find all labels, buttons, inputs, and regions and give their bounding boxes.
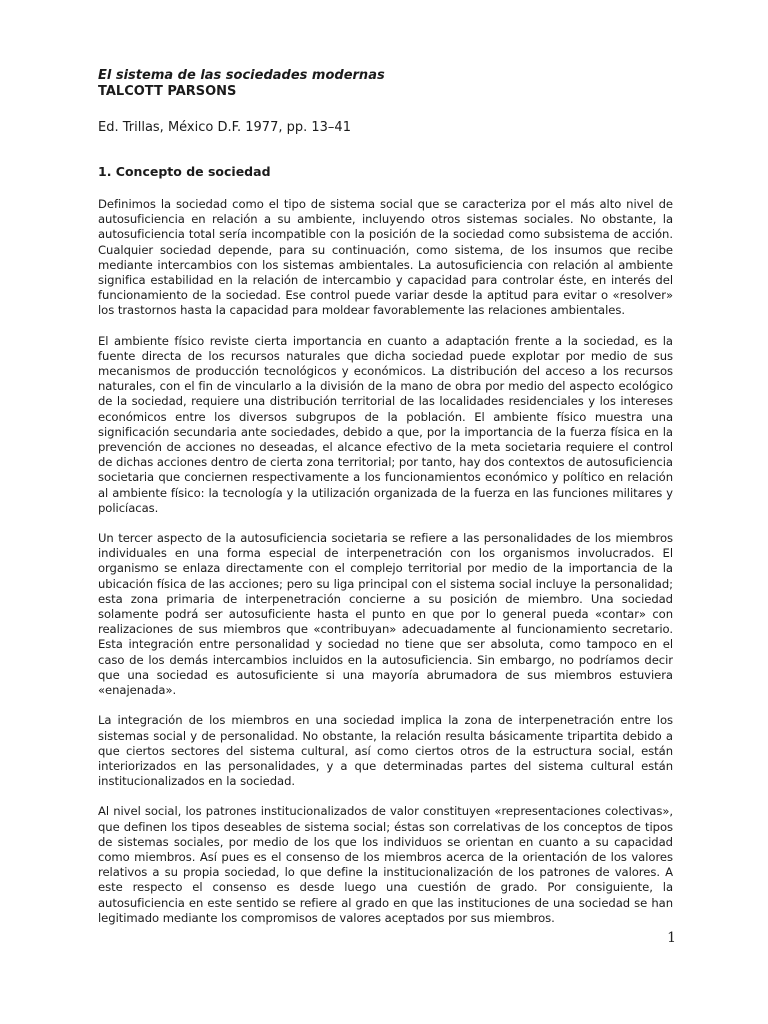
paragraph: El ambiente físico reviste cierta importancia en cuanto a adaptación frente a la sociedad, es la fuente directa de los recursos naturales que dicha sociedad puede explotar por medio de sus mecanismos de producción tecnológicos y económicos. La distribución del acceso a los recursos naturales, con el fin de vincularlo a la división de la mano de obra por medio del aspecto ecológico de la sociedad, requiere una distribución territorial de las localidades residenciales y los intereses económicos entre los diversos subgrupos de la población. El ambiente físico muestra una significación secundaria ante sociedades, debido a que, por la importancia de la fuerza física en la prevención de acciones no deseadas, el alcance efectivo de la meta societaria requiere el control de dichas acciones dentro de cierta zona territorial; por tanto, hay dos contextos de autosuficiencia societaria que conciernen respectivamente a los funcionamientos económico y político en relación al ambiente físico: la tecnología y la utilización organizada de la fuerza en las funciones militares y policíacas. (98, 333, 673, 515)
document-source: Ed. Trillas, México D.F. 1977, pp. 13–41 (98, 120, 351, 135)
paragraph: Al nivel social, los patrones institucionalizados de valor constituyen «representaciones colectivas», que definen los tipos deseables de sistema social; éstas son correlativas de los conceptos de tipos de sistemas sociales, por medio de los que los individuos se orientan en cuanto a su capacidad como miembros. Así pues es el consenso de los miembros acerca de la orientación de los valores relativos a su propia sociedad, lo que define la institucionalización de los patrones de valores. A este respecto el consenso es desde luego una cuestión de grado. Por consiguiente, la autosuficiencia en este sentido se refiere al grado en que las instituciones de una sociedad se han legitimado mediante los compromisos de valores aceptados por sus miembros. (98, 804, 673, 925)
paragraph: Definimos la sociedad como el tipo de sistema social que se caracteriza por el más alto nivel de autosuficiencia en relación a su ambiente, incluyendo otros sistemas sociales. No obstante, la autosuficiencia total sería incompatible con la posición de la sociedad como subsistema de acción. Cualquier sociedad depende, para su continuación, como sistema, de los insumos que recibe mediante intercambios con los sistemas ambientales. La autosuficiencia con relación al ambiente significa estabilidad en la relación de intercambio y capacidad para controlar éste, en interés del funcionamiento de la sociedad. Ese control puede variar desde la aptitud para evitar o «resolver» los trastornos hasta la capacidad para moldear favorablemente las relaciones ambientales. (98, 197, 673, 318)
document-title: El sistema de las sociedades modernas (98, 68, 385, 83)
paragraph: La integración de los miembros en una sociedad implica la zona de interpenetración entre los sistemas social y de personalidad. No obstante, la relación resulta básicamente tripartita debido a que ciertos sectores del sistema cultural, así como ciertos otros de la estructura social, están interiorizados en las personalidades, y a que determinadas partes del sistema cultural están institucionalizados en la sociedad. (98, 713, 673, 789)
document-author: TALCOTT PARSONS (98, 84, 237, 99)
paragraph: Un tercer aspecto de la autosuficiencia societaria se refiere a las personalidades de los miembros individuales en una forma especial de interpenetración con los organismos involucrados. El organismo se enlaza directamente con el complejo territorial por medio de la importancia de la ubicación física de las acciones; pero su liga principal con el sistema social incluye la personalidad; esta zona primaria de interpenetración concierne a su posición de miembro. Una sociedad solamente podrá ser autosuficiente hasta el punto en que por lo general pueda «contar» con realizaciones de sus miembros que «contribuyan» adecuadamente al funcionamiento secretario. Esta integración entre personalidad y sociedad no tiene que ser absoluta, como tampoco en el caso de los demás intercambios incluidos en la autosuficiencia. Sin embargo, no podríamos decir que una sociedad es autosuficiente si una mayoría abrumadora de sus miembros estuviera «enajenada». (98, 531, 673, 698)
page-number: 1 (667, 930, 676, 946)
section-heading: 1. Concepto de sociedad (98, 164, 271, 179)
